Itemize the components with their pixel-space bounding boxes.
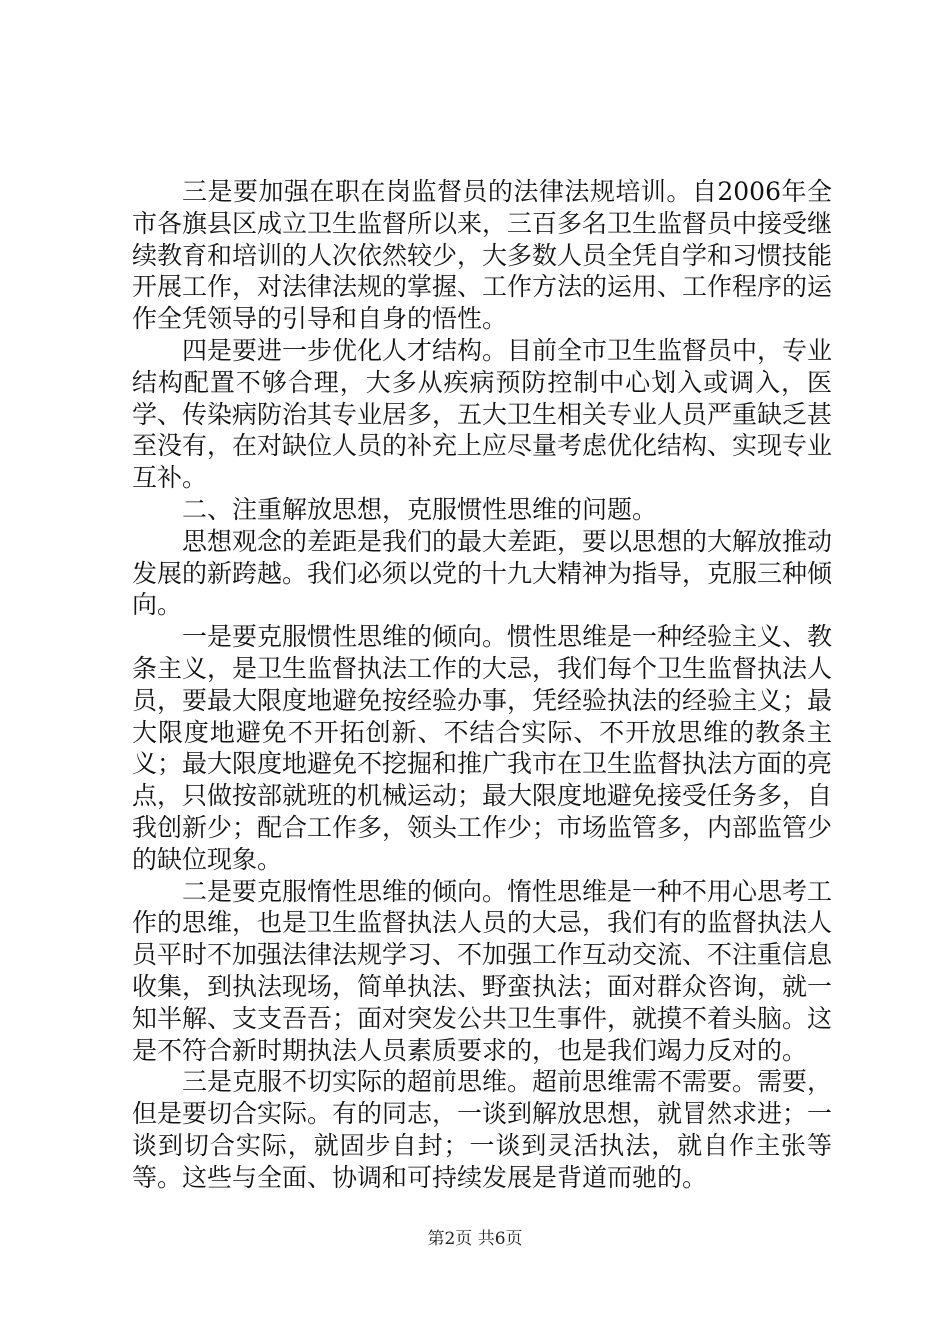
- paragraph-training: 三是要加强在职在岗监督员的法律法规培训。自2006年全市各旗县区成立卫生监督所以来，三百多名卫生监督员中接受继续教育和培训的人次依然较少，大多数人员全凭自学和习惯技能开展工作，对法律法规的掌握、工作方法的运用、工作程序的运作全凭领导的引导和自身的悟性。: [132, 177, 833, 334]
- paragraph-inertia: 一是要克服惯性思维的倾向。惯性思维是一种经验主义、教条主义，是卫生监督执法工作的大忌，我们每个卫生监督执法人员，要最大限度地避免按经验办事，凭经验执法的经验主义；最大限度地避免不开拓创新、不结合实际、不开放思维的教条主义；最大限度地避免不挖掘和推广我市在卫生监督执法方面的亮点，只做按部就班的机械运动；最大限度地避免接受任务多，自我创新少；配合工作多，领头工作少；市场监管多，内部监管少的缺位现象。: [132, 622, 833, 874]
- paragraph-unrealistic: 三是克服不切实际的超前思维。超前思维需不需要。需要，但是要切合实际。有的同志，一谈到解放思想，就冒然求进；一谈到切合实际，就固步自封；一谈到灵活执法，就自作主张等等。这些与全面、协调和可持续发展是背道而驰的。: [132, 1067, 833, 1192]
- page-number: 第2页 共6页: [427, 1229, 523, 1249]
- section-heading-2: 二、注重解放思想，克服惯性思维的问题。: [182, 494, 658, 524]
- paragraph-talent-structure: 四是要进一步优化人才结构。目前全市卫生监督员中，专业结构配置不够合理，大多从疾病预防控制中心划入或调入，医学、传染病防治其专业居多，五大卫生相关专业人员严重缺乏甚至没有，在对缺位人员的补充上应尽量考虑优化结构、实现专业互补。: [132, 335, 833, 493]
- paragraph-intro: 思想观念的差距是我们的最大差距，要以思想的大解放推动发展的新跨越。我们必须以党的十九大精神为指导，克服三种倾向。: [132, 526, 833, 620]
- paragraph-laziness: 二是要克服惰性思维的倾向。惰性思维是一种不用心思考工作的思维，也是卫生监督执法人员的大忌，我们有的监督执法人员平时不加强法律法规学习、不加强工作互动交流、不注重信息收集，到执法现场，简单执法、野蛮执法；面对群众咨询，就一知半解、支支吾吾；面对突发公共卫生事件，就摸不着头脑。这是不符合新时期执法人员素质要求的，也是我们竭力反对的。: [132, 876, 833, 1065]
- page-footer: [0, 1224, 950, 1249]
- document-body: [132, 176, 832, 1194]
